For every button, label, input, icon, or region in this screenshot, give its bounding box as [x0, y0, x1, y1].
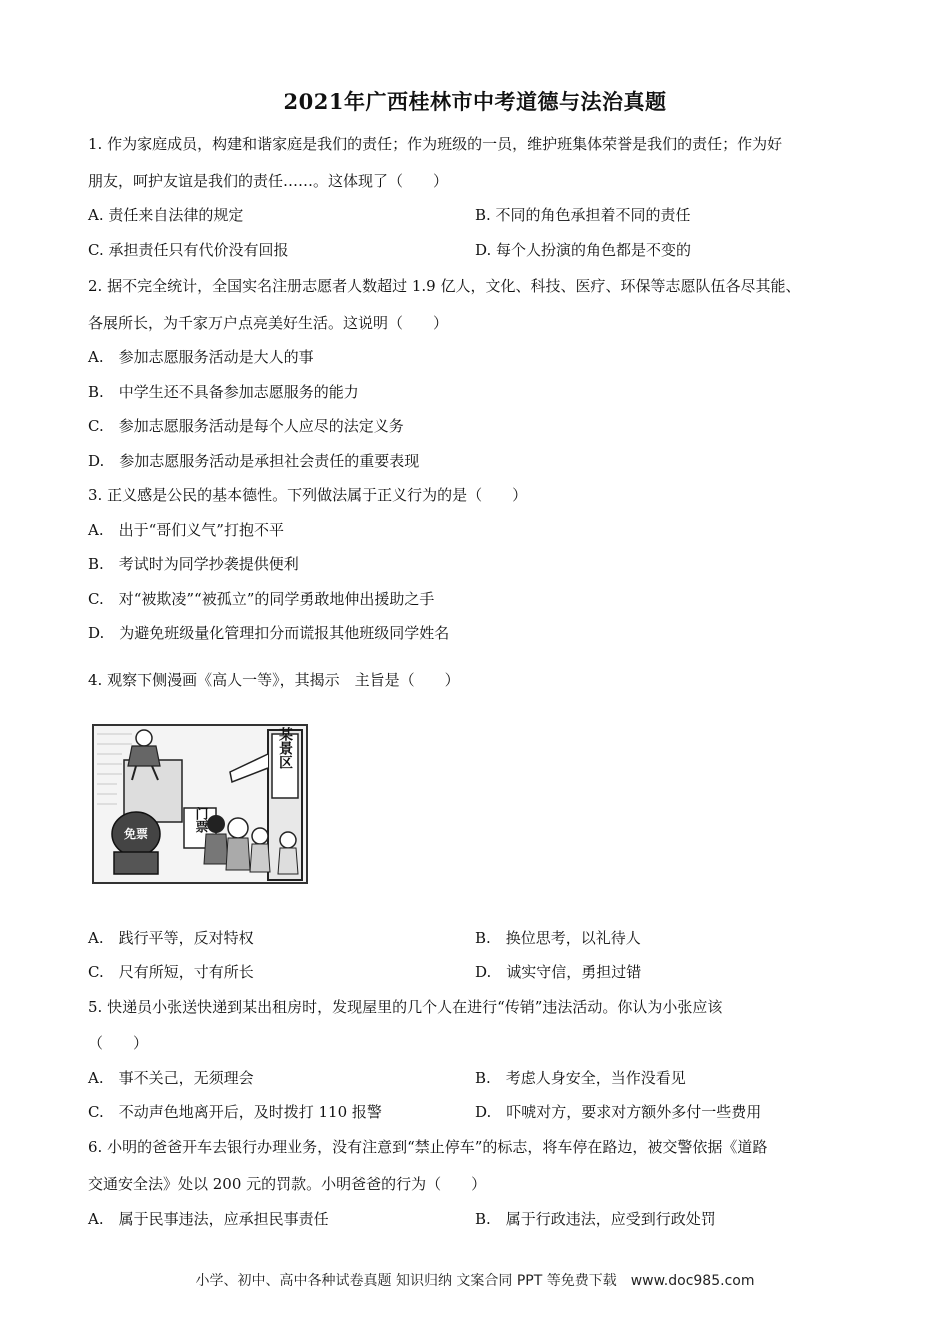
q3-option-b: B. 考试时为同学抄袭提供便利 — [88, 555, 299, 573]
q4-option-d: D. 诚实守信，勇担过错 — [475, 963, 642, 981]
q5-option-b: B. 考虑人身安全，当作没看见 — [475, 1069, 686, 1087]
q4-option-c: C. 尺有所短，寸有所长 — [88, 963, 254, 981]
q6-option-a: A. 属于民事违法，应承担民事责任 — [88, 1210, 329, 1228]
q2-option-a: A. 参加志愿服务活动是大人的事 — [88, 348, 314, 366]
q2-stem-line2: 各展所长，为千家万户点亮美好生活。这说明（ ） — [88, 314, 449, 332]
q6-stem-line1: 6. 小明的爸爸开车去银行办理业务，没有注意到“禁止停车”的标志，将车停在路边，被交警依据《道路 — [88, 1138, 768, 1156]
q2-option-c: C. 参加志愿服务活动是每个人应尽的法定义务 — [88, 417, 404, 435]
q4-stem: 4. 观察下侧漫画《高人一等》，其揭示 主旨是（ ） — [88, 671, 460, 689]
q4-option-a: A. 践行平等，反对特权 — [88, 929, 254, 947]
q2-stem-line1: 2. 据不完全统计，全国实名注册志愿者人数超过 1.9 亿人，文化、科技、医疗、环保等志愿队伍各尽其能、 — [88, 277, 801, 295]
cartoon-ticket-label: 门票 — [192, 807, 208, 833]
q1-option-a: A. 责任来自法律的规定 — [88, 206, 244, 224]
q2-option-d: D. 参加志愿服务活动是承担社会责任的重要表现 — [88, 452, 420, 470]
q1-stem-line1: 1. 作为家庭成员，构建和谐家庭是我们的责任；作为班级的一员，维护班集体荣誉是我们的责任；作为好 — [88, 135, 783, 153]
q1-option-c: C. 承担责任只有代价没有回报 — [88, 241, 289, 259]
q1-option-b: B. 不同的角色承担着不同的责任 — [475, 206, 691, 224]
q1-option-d: D. 每个人扮演的角色都是不变的 — [475, 241, 692, 259]
q3-stem: 3. 正义感是公民的基本德性。下列做法属于正义行为的是（ ） — [88, 486, 528, 504]
q3-option-d: D. 为避免班级量化管理扣分而谎报其他班级同学姓名 — [88, 624, 450, 642]
q3-option-a: A. 出于“哥们义气”打抱不平 — [88, 521, 284, 539]
q5-option-d: D. 吓唬对方，要求对方额外多付一些费用 — [475, 1103, 762, 1121]
q3-option-c: C. 对“被欺凌”“被孤立”的同学勇敢地伸出援助之手 — [88, 590, 435, 608]
q1-stem-line2: 朋友，呵护友谊是我们的责任……。这体现了（ ） — [88, 172, 449, 190]
q5-option-c: C. 不动声色地离开后，及时拨打 110 报警 — [88, 1103, 382, 1121]
cartoon-sign-label: 某景区 — [277, 727, 293, 769]
page-footer[interactable]: 小学、初中、高中各种试卷真题 知识归纳 文案合同 PPT 等免费下载 www.doc985.com — [195, 1273, 755, 1289]
q6-stem-line2: 交通安全法》处以 200 元的罚款。小明爸爸的行为（ ） — [88, 1175, 487, 1193]
cartoon-image — [92, 724, 308, 884]
q4-option-b: B. 换位思考，以礼待人 — [475, 929, 641, 947]
q5-option-a: A. 事不关己，无须理会 — [88, 1069, 254, 1087]
q5-stem-line1: 5. 快递员小张送快递到某出租房时，发现屋里的几个人在进行“传销”违法活动。你认为小张应该 — [88, 998, 723, 1016]
q6-option-b: B. 属于行政违法，应受到行政处罚 — [475, 1210, 716, 1228]
page-title: 2021年广西桂林市中考道德与法治真题 — [283, 89, 667, 114]
q2-option-b: B. 中学生还不具备参加志愿服务的能力 — [88, 383, 359, 401]
q5-stem-line2: （ ） — [88, 1034, 149, 1052]
cartoon-free-label: 免票 — [123, 827, 149, 841]
